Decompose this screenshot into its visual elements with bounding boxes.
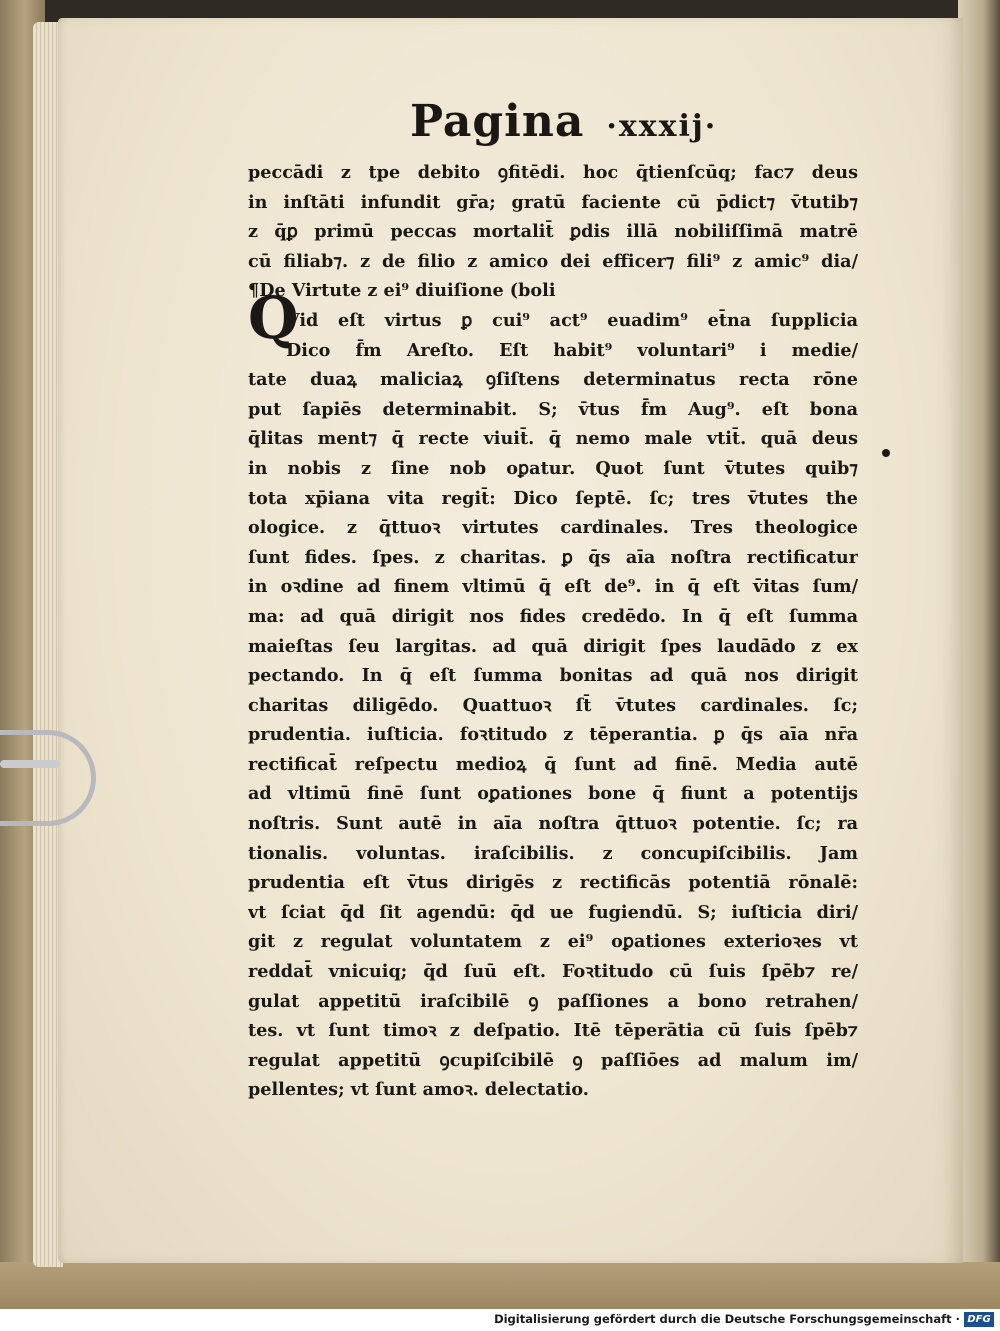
text-line: charitas diligēdo. Quattuoꝛ ſt̄ v̄tutes cardinales. ſc; [248,694,858,716]
text-line: regulat appetitū ꝯcupiſcibilē ꝯ paſſiōes ad malum im/ [248,1049,858,1071]
text-line: git z regulat voluntatem z ei⁹ oꝑationes exterioꝛes vt [248,931,858,953]
footer-bar [0,1309,1000,1331]
text-line: vt ſciat q̄d ſit agendū: q̄d ue fugiendū. S; iuſticia diri/ [248,901,858,923]
text-line: tes. vt ſunt timoꝛ z deſpatio. Itē tēperātia cū ſuis ſpēb⁊ [248,1020,858,1042]
marginal-dot [882,449,890,457]
text-line: peccādi z tpe debito ꝯfitēdi. hoc q̄tienſcūq; fac⁊ deus [248,162,858,183]
text-line: maieſtas ſeu largitas. ad quā dirigit ſpes laudādo z ex [248,635,858,657]
text-line: z q̄ꝑ primū peccas mortalit̄ ꝑdis illā nobiliſſimā matrē [248,221,858,243]
book-cover-bottom [0,1262,1000,1309]
text-line: ma: ad quā dirigit nos fides credēdo. In q̄ eſt ſumma [248,605,858,627]
text-line: noſtris. Sunt autē in aīa noſtra q̄ttuoꝛ potentie. ſc; ra [248,813,858,835]
text-line: tota xp̄iana vita regit̄: Dico ſeptē. ſc; tres v̄tutes the [248,487,858,509]
text-line: ologice. z q̄ttuoꝛ virtutes cardinales. Tres theologice [248,517,858,539]
metal-clip [0,730,96,826]
text-line: tate duaꝝ maliciaꝝ ꝯſiſtens determinatus recta rōne [248,369,858,391]
section-heading: ¶De Virtute z ei⁹ diuiſione (boli [248,280,556,302]
book-cover-right [958,0,1000,1309]
text-line: put ſapiēs determinabit. S; v̄tus f̄m Aug⁹. eſt bona [248,398,858,420]
heading-word: Pagina [410,96,585,147]
text-line: prudentia eſt v̄tus dirigēs z rectificās potentiā rōnalē: [248,872,858,894]
text-line: Dico f̄m Areſto. Eſt habit⁹ voluntari⁹ i medie/ [286,339,858,361]
funding-credit: Digitalisierung gefördert durch die Deutsche Forschungsgemeinschaft · [494,1312,960,1326]
text-line: ad vltimū finē ſunt oꝑationes bone q̄ fiunt a potentijs [248,783,858,805]
text-block [248,158,858,1105]
text-line: pellentes; vt ſunt amoꝛ. delectatio. [248,1079,589,1101]
text-line: in nobis z ſine nob oꝑatur. Quot ſunt v̄tutes quib⁊ [248,457,858,479]
text-line: reddat̄ vnicuiq; q̄d ſuū eſt. Foꝛtitudo cū ſuis ſpēb⁊ re/ [248,961,858,983]
text-line: tionalis. voluntas. iraſcibilis. z concupiſcibilis. Jam [248,842,858,864]
text-line: rectificat̄ reſpectu medioꝝ q̄ ſunt ad finē. Media autē [248,753,858,775]
text-line: q̄litas ment⁊ q̄ recte viuit̄. q̄ nemo male vtit̄. quā deus [248,428,858,450]
text-line: pectando. In q̄ eſt ſumma bonitas ad quā nos dirigit [248,665,858,687]
folio-number: ·xxxij· [606,109,718,144]
dfg-logo-icon: DFG [964,1312,994,1327]
text-line: ſunt fides. ſpes. z charitas. ꝑ q̄s aīa noſtra rectificatur [248,546,858,568]
text-line: cū filiab⁊. z de filio z amico dei efficer⁊ fili⁹ z amic⁹ dia/ [248,250,858,272]
text-line: Vid eſt virtus ꝑ cui⁹ act⁹ euadim⁹ et̄na ſupplicia [286,309,858,331]
text-line: in inſtāti infundit gr̄a; gratū faciente cū p̄dict⁊ v̄tutib⁊ [248,191,858,213]
text-line: prudentia. iuſticia. foꝛtitudo z tēperantia. ꝑ q̄s aīa nr̄a [248,724,858,746]
text-line: gulat appetitū iraſcibilē ꝯ paſſiones a bono retrahen/ [248,990,858,1012]
page-heading [410,96,730,154]
decorated-initial: Q [248,284,299,352]
text-line: in oꝛdine ad finem vltimū q̄ eſt de⁹. in q̄ eſt v̄itas ſum/ [248,576,858,598]
